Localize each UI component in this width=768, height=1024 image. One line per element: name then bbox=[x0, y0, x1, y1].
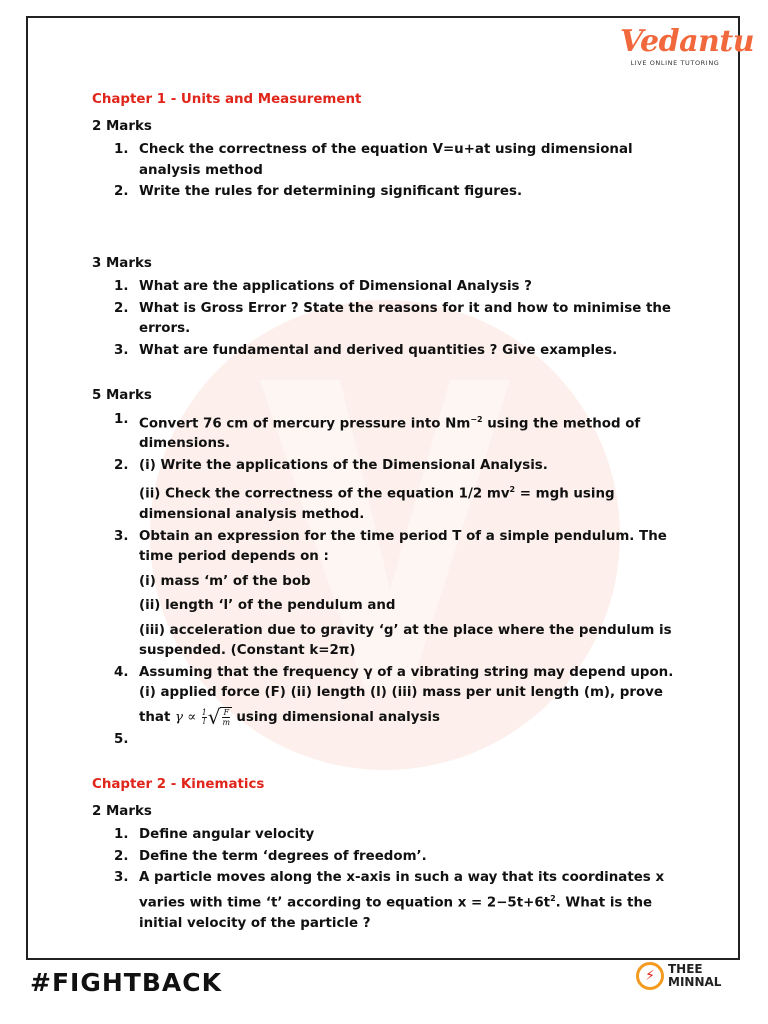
logo-word: Vedantu bbox=[620, 24, 755, 59]
list-item: 1. What are the applications of Dimensional Analysis ? bbox=[114, 279, 532, 294]
fightback-hashtag: #FIGHTBACK bbox=[30, 968, 222, 997]
list-item: 4. Assuming that the frequency γ of a vibrating string may depend upon. (i) applied force (F) (ii) length (l) (iii) mass per unit length (m), prove that γ ∝ $\frac{1}{l}$ √ $\frac{F}{m}$ using dimensional analysis bbox=[114, 664, 674, 729]
list-item: 2. Define the term ‘degrees of freedom’. bbox=[114, 848, 427, 864]
ch1-2-marks-label: 2 Marks bbox=[92, 118, 152, 134]
lightning-icon: ⚡ bbox=[636, 962, 664, 990]
chapter-1-title: Chapter 1 - Units and Measurement bbox=[92, 92, 362, 107]
ch1-3-marks-label: 3 Marks bbox=[92, 255, 152, 271]
list-item: 5. bbox=[114, 731, 129, 747]
thee-minnal-logo bbox=[636, 962, 721, 990]
ch2-2-marks-list bbox=[92, 825, 684, 934]
list-item: 2. What is Gross Error ? State the reasons for it and how to minimise the errors. bbox=[114, 300, 671, 336]
chapter-2-title: Chapter 2 - Kinematics bbox=[92, 777, 265, 793]
brand-line-1: THEE bbox=[668, 962, 703, 976]
ch1-2-marks-list bbox=[92, 140, 684, 203]
list-item: 2. Write the rules for determining significant figures. bbox=[114, 184, 523, 199]
list-item: 1. Define angular velocity bbox=[114, 827, 315, 843]
ch2-2-marks-label: 2 Marks bbox=[92, 803, 152, 819]
list-item: 3. A particle moves along the x-axis in such a way that its coordinates x varies with time ‘t’ according to equation $x = 2-5t+6t^2$. What is the initial velocity of the particle ? bbox=[114, 870, 665, 931]
list-item: 2. (i) Write the applications of the Dimensional Analysis. (ii) Check the correctness of the equation 1/2 $mv^2$ = mgh using dimensional analysis method. bbox=[114, 457, 615, 523]
list-item: 1. Check the correctness of the equation V=u+at using dimensional analysis method bbox=[114, 142, 633, 178]
ch1-5-marks-list bbox=[92, 410, 684, 751]
list-item: 3. What are fundamental and derived quantities ? Give examples. bbox=[114, 342, 618, 358]
vedantu-logo bbox=[620, 24, 755, 67]
list-item: 3. Obtain an expression for the time period T of a simple pendulum. The time period depends on : (i) mass ‘m’ of the bob (ii) length ‘l’ of the pendulum and (iii) acceleration due to gravity ‘g’ at the place where the pendulum is suspended. (Constant k=2π) bbox=[114, 528, 672, 659]
logo-tagline: LIVE ONLINE TUTORING bbox=[630, 59, 720, 67]
ch1-5-marks-label: 5 Marks bbox=[92, 388, 152, 403]
brand-line-2: MINNAL bbox=[668, 975, 722, 989]
list-item: 1. Convert 76 cm of mercury pressure into $Nm^{-2}$ using the method of dimensions. bbox=[114, 411, 641, 452]
question-content bbox=[92, 90, 684, 935]
ch1-3-marks-list bbox=[92, 277, 684, 361]
proportional-formula: γ ∝ $\frac{1}{l}$ √ $\frac{F}{m}$ bbox=[175, 704, 231, 729]
